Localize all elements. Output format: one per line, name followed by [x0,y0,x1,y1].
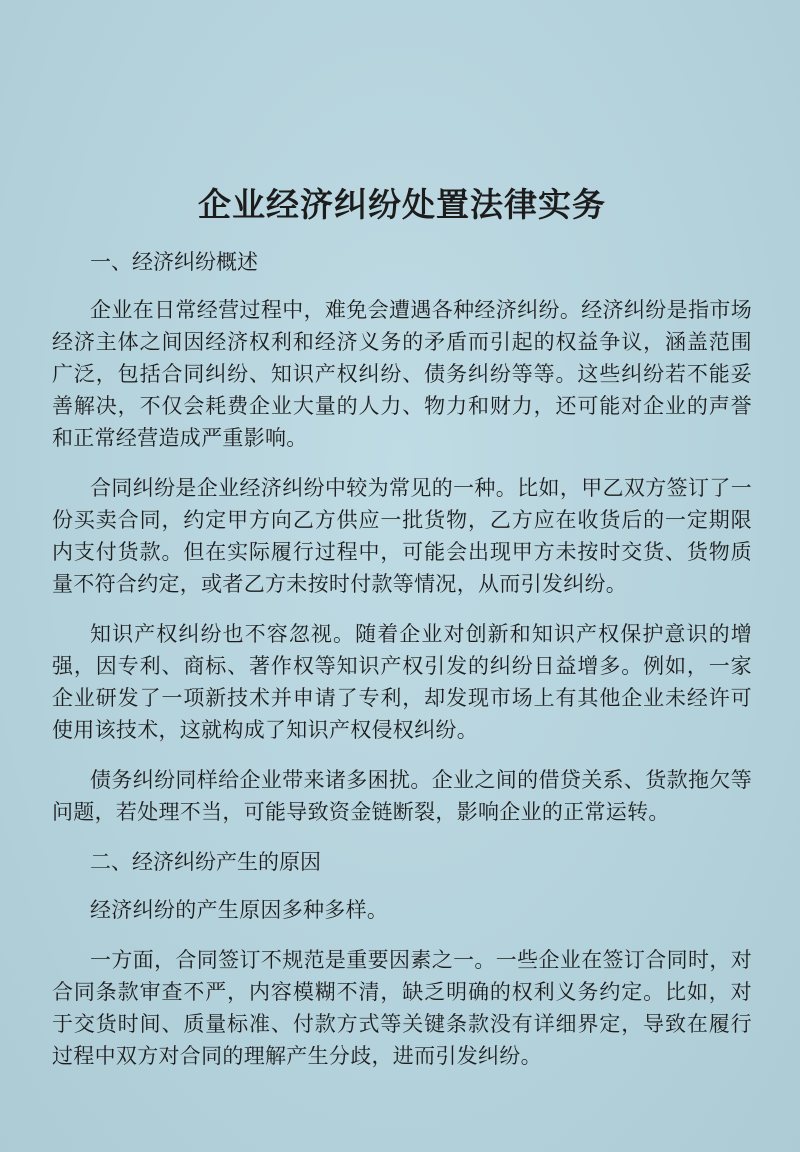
section-heading-2: 二、经济纠纷产生的原因 [90,850,321,874]
document-page [52,180,752,1090]
paragraph-2: 合同纠纷是企业经济纠纷中较为常见的一种。比如，甲乙双方签订了一份买卖合同，约定甲方向乙方供应一批货物，乙方应在收货后的一定期限内支付货款。但在实际履行过程中，可能会出现甲方未按时交货、货物质量不符合约定，或者乙方未按时付款等情况，从而引发纠纷。 [52,476,752,596]
paragraph-5: 经济纠纷的产生原因多种多样。 [90,898,389,922]
paragraph-6: 一方面，合同签订不规范是重要因素之一。一些企业在签订合同时，对合同条款审查不严，内容模糊不清，缺乏明确的权利义务约定。比如，对于交货时间、质量标准、付款方式等关键条款没有详细界定，导致在履行过程中双方对合同的理解产生分歧，进而引发纠纷。 [52,948,752,1068]
paragraph-1: 企业在日常经营过程中，难免会遭遇各种经济纠纷。经济纠纷是指市场经济主体之间因经济权利和经济义务的矛盾而引起的权益争议，涵盖范围广泛，包括合同纠纷、知识产权纠纷、债务纠纷等等。这些纠纷若不能妥善解决，不仅会耗费企业大量的人力、物力和财力，还可能对企业的声誉和正常经营造成严重影响。 [52,298,752,450]
document-title: 企业经济纠纷处置法律实务 [198,185,606,224]
paragraph-4: 债务纠纷同样给企业带来诸多困扰。企业之间的借贷关系、货款拖欠等问题，若处理不当，可能导致资金链断裂，影响企业的正常运转。 [52,768,752,824]
section-heading-1: 一、经济纠纷概述 [90,250,258,274]
paragraph-3: 知识产权纠纷也不容忽视。随着企业对创新和知识产权保护意识的增强，因专利、商标、著作权等知识产权引发的纠纷日益增多。例如，一家企业研发了一项新技术并申请了专利，却发现市场上有其他企业未经许可使用该技术，这就构成了知识产权侵权纠纷。 [52,622,752,742]
